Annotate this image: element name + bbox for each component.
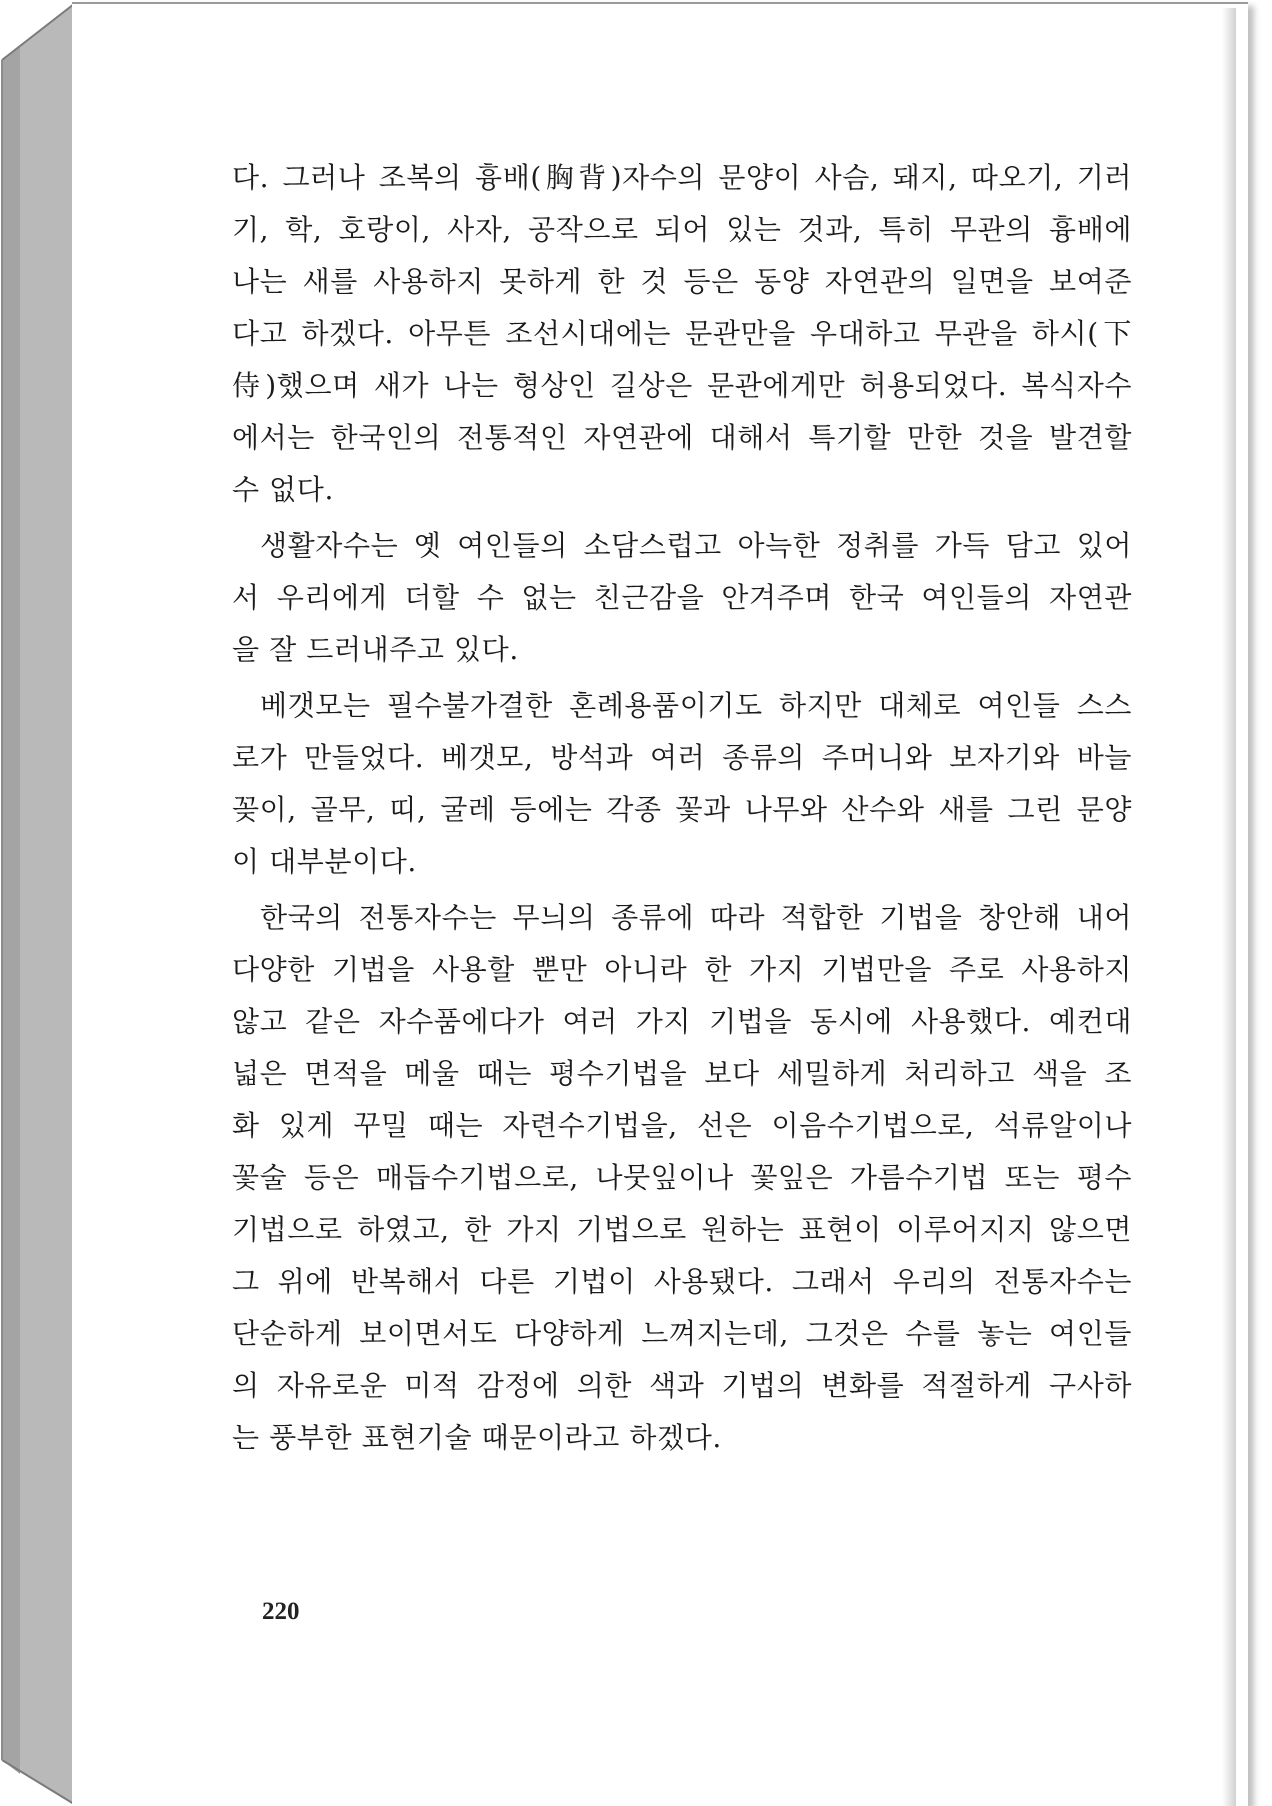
text-line: 기법으로 하였고, 한 가지 기법으로 원하는 표현이 이루어지지 않으면 [232, 1213, 1132, 1246]
text-line: 생활자수는 옛 여인들의 소담스럽고 아늑한 정취를 가득 담고 있어 [260, 529, 1132, 562]
text-line: 로가 만들었다. 베갯모, 방석과 여러 종류의 주머니와 보자기와 바늘 [232, 741, 1132, 774]
text-line: 이 대부분이다. [232, 845, 417, 878]
text-line: 서 우리에게 더할 수 없는 친근감을 안겨주며 한국 여인들의 자연관 [232, 581, 1132, 614]
page-number: 220 [262, 1598, 300, 1625]
text-line: 꽃술 등은 매듭수기법으로, 나뭇잎이나 꽃잎은 가름수기법 또는 평수 [232, 1161, 1132, 1194]
text-line: 꽂이, 골무, 띠, 굴레 등에는 각종 꽃과 나무와 산수와 새를 그린 문양 [232, 793, 1132, 826]
text-line: 넓은 면적을 메울 때는 평수기법을 보다 세밀하게 처리하고 색을 조 [232, 1057, 1132, 1090]
text-line: 않고 같은 자수품에다가 여러 가지 기법을 동시에 사용했다. 예컨대 [232, 1005, 1132, 1038]
text-line: 侍)했으며 새가 나는 형상인 길상은 문관에게만 허용되었다. 복식자수 [232, 369, 1132, 402]
text-line: 의 자유로운 미적 감정에 의한 색과 기법의 변화를 적절하게 구사하 [232, 1369, 1132, 1402]
page-body-text [232, 152, 1132, 1468]
text-line: 는 풍부한 표현기술 때문이라고 하겠다. [232, 1421, 722, 1454]
book-side-edge [0, 0, 78, 1806]
text-line: 을 잘 드러내주고 있다. [232, 633, 519, 666]
paragraph-4 [232, 892, 1132, 1464]
text-line: 다양한 기법을 사용할 뿐만 아니라 한 가지 기법만을 주로 사용하지 [232, 953, 1132, 986]
text-line: 다. 그러나 조복의 흉배(胸背)자수의 문양이 사슴, 돼지, 따오기, 기러 [232, 161, 1132, 194]
text-line: 단순하게 보이면서도 다양하게 느껴지는데, 그것은 수를 놓는 여인들 [232, 1317, 1132, 1350]
text-line: 에서는 한국인의 전통적인 자연관에 대해서 특기할 만한 것을 발견할 [232, 421, 1132, 454]
text-line: 베갯모는 필수불가결한 혼례용품이기도 하지만 대체로 여인들 스스 [260, 689, 1132, 722]
text-line: 한국의 전통자수는 무늬의 종류에 따라 적합한 기법을 창안해 내어 [260, 901, 1132, 934]
text-line: 수 없다. [232, 473, 334, 506]
text-line: 나는 새를 사용하지 못하게 한 것 등은 동양 자연관의 일면을 보여준 [232, 265, 1132, 298]
paragraph-2 [232, 520, 1132, 676]
text-line: 기, 학, 호랑이, 사자, 공작으로 되어 있는 것과, 특히 무관의 흉배에 [232, 213, 1132, 246]
paragraph-3 [232, 680, 1132, 888]
text-line: 다고 하겠다. 아무튼 조선시대에는 문관만을 우대하고 무관을 하시(下 [232, 317, 1132, 350]
page-edge-shadow [1222, 8, 1236, 1806]
text-line: 그 위에 반복해서 다른 기법이 사용됐다. 그래서 우리의 전통자수는 [232, 1265, 1132, 1298]
text-line: 화 있게 꾸밀 때는 자련수기법을, 선은 이음수기법으로, 석류알이나 [232, 1109, 1132, 1142]
paragraph-1 [232, 152, 1132, 516]
